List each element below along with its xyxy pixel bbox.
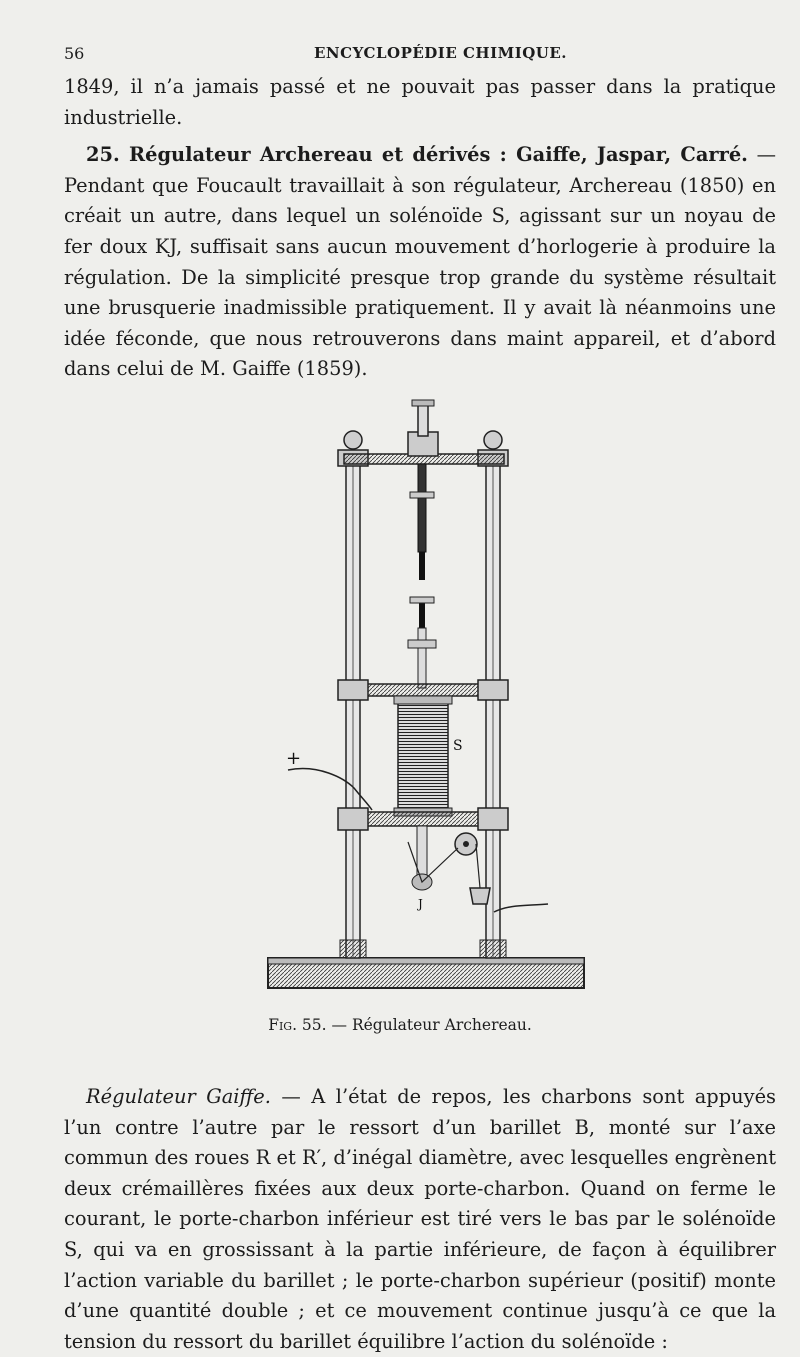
gaiffe-title: Régulateur Gaiffe. <box>86 1085 271 1108</box>
solenoid-s <box>394 696 463 816</box>
section-heading: 25. Régulateur Archereau et dérivés : Gaiffe, Jaspar, Carré. <box>86 143 748 167</box>
gaiffe-paragraph <box>64 1082 776 1357</box>
base-plate <box>268 958 584 988</box>
figure-caption <box>0 1016 800 1034</box>
page-header <box>64 44 770 70</box>
upper-carbon-holder <box>410 464 434 580</box>
lower-carbon-holder <box>408 597 436 688</box>
core-label-j: J <box>418 897 423 911</box>
figure-number: Fig. 55. <box>268 1016 327 1034</box>
figure-55 <box>248 392 588 1002</box>
upper-text-block <box>64 72 776 385</box>
lower-text-block <box>64 1082 776 1357</box>
page-number: 56 <box>64 44 85 63</box>
solenoid-label: S <box>453 738 463 754</box>
continuation-paragraph: 1849, il n’a jamais passé et ne pouvait pas passer dans la pratique industrielle. <box>64 75 776 129</box>
section-25-paragraph <box>64 140 776 385</box>
top-crossbar <box>344 400 504 464</box>
figure-title: — Régulateur Archereau. <box>331 1016 532 1034</box>
positive-terminal-label: + <box>286 748 302 769</box>
archereau-regulator-engraving <box>248 392 588 1002</box>
iron-core-kj <box>412 826 432 911</box>
gaiffe-body: — A l’état de repos, les charbons sont appuyés l’un contre l’autre par le ressort d’un barillet B, monté sur l’axe commun des roues R et R′, d’inégal diamètre, avec lesquelles engrènent deux crémaillères fixées aux deux porte-charbon. Quand on ferme le courant, le porte-charbon inférieur est tiré vers le bas par le solénoïde S, qui va en grossissant à la partie inférieure, de façon à équilibrer l’action variable du barillet ; le porte-charbon supérieur (positif) monte d’une quantité double ; et ce mouvement continue jusqu’à ce que la tension du ressort du barillet équilibre l’action du solénoïde : <box>64 1085 776 1353</box>
section-body: — Pendant que Foucault travaillait à son régulateur, Archereau (1850) en créait un autre, dans lequel un solénoïde S, agissant sur un noyau de fer doux KJ, suffisait sans aucun mouvement d’horlogerie à produire la régulation. De la simplicité presque trop grande du système résultait une brusquerie inadmissible pratiquement. Il y avait là néanmoins une idée féconde, que nous retrouverons dans maint appareil, et d’abord dans celui de M. Gaiffe (1859). <box>64 143 776 381</box>
running-title: ENCYCLOPÉDIE CHIMIQUE. <box>314 44 568 62</box>
